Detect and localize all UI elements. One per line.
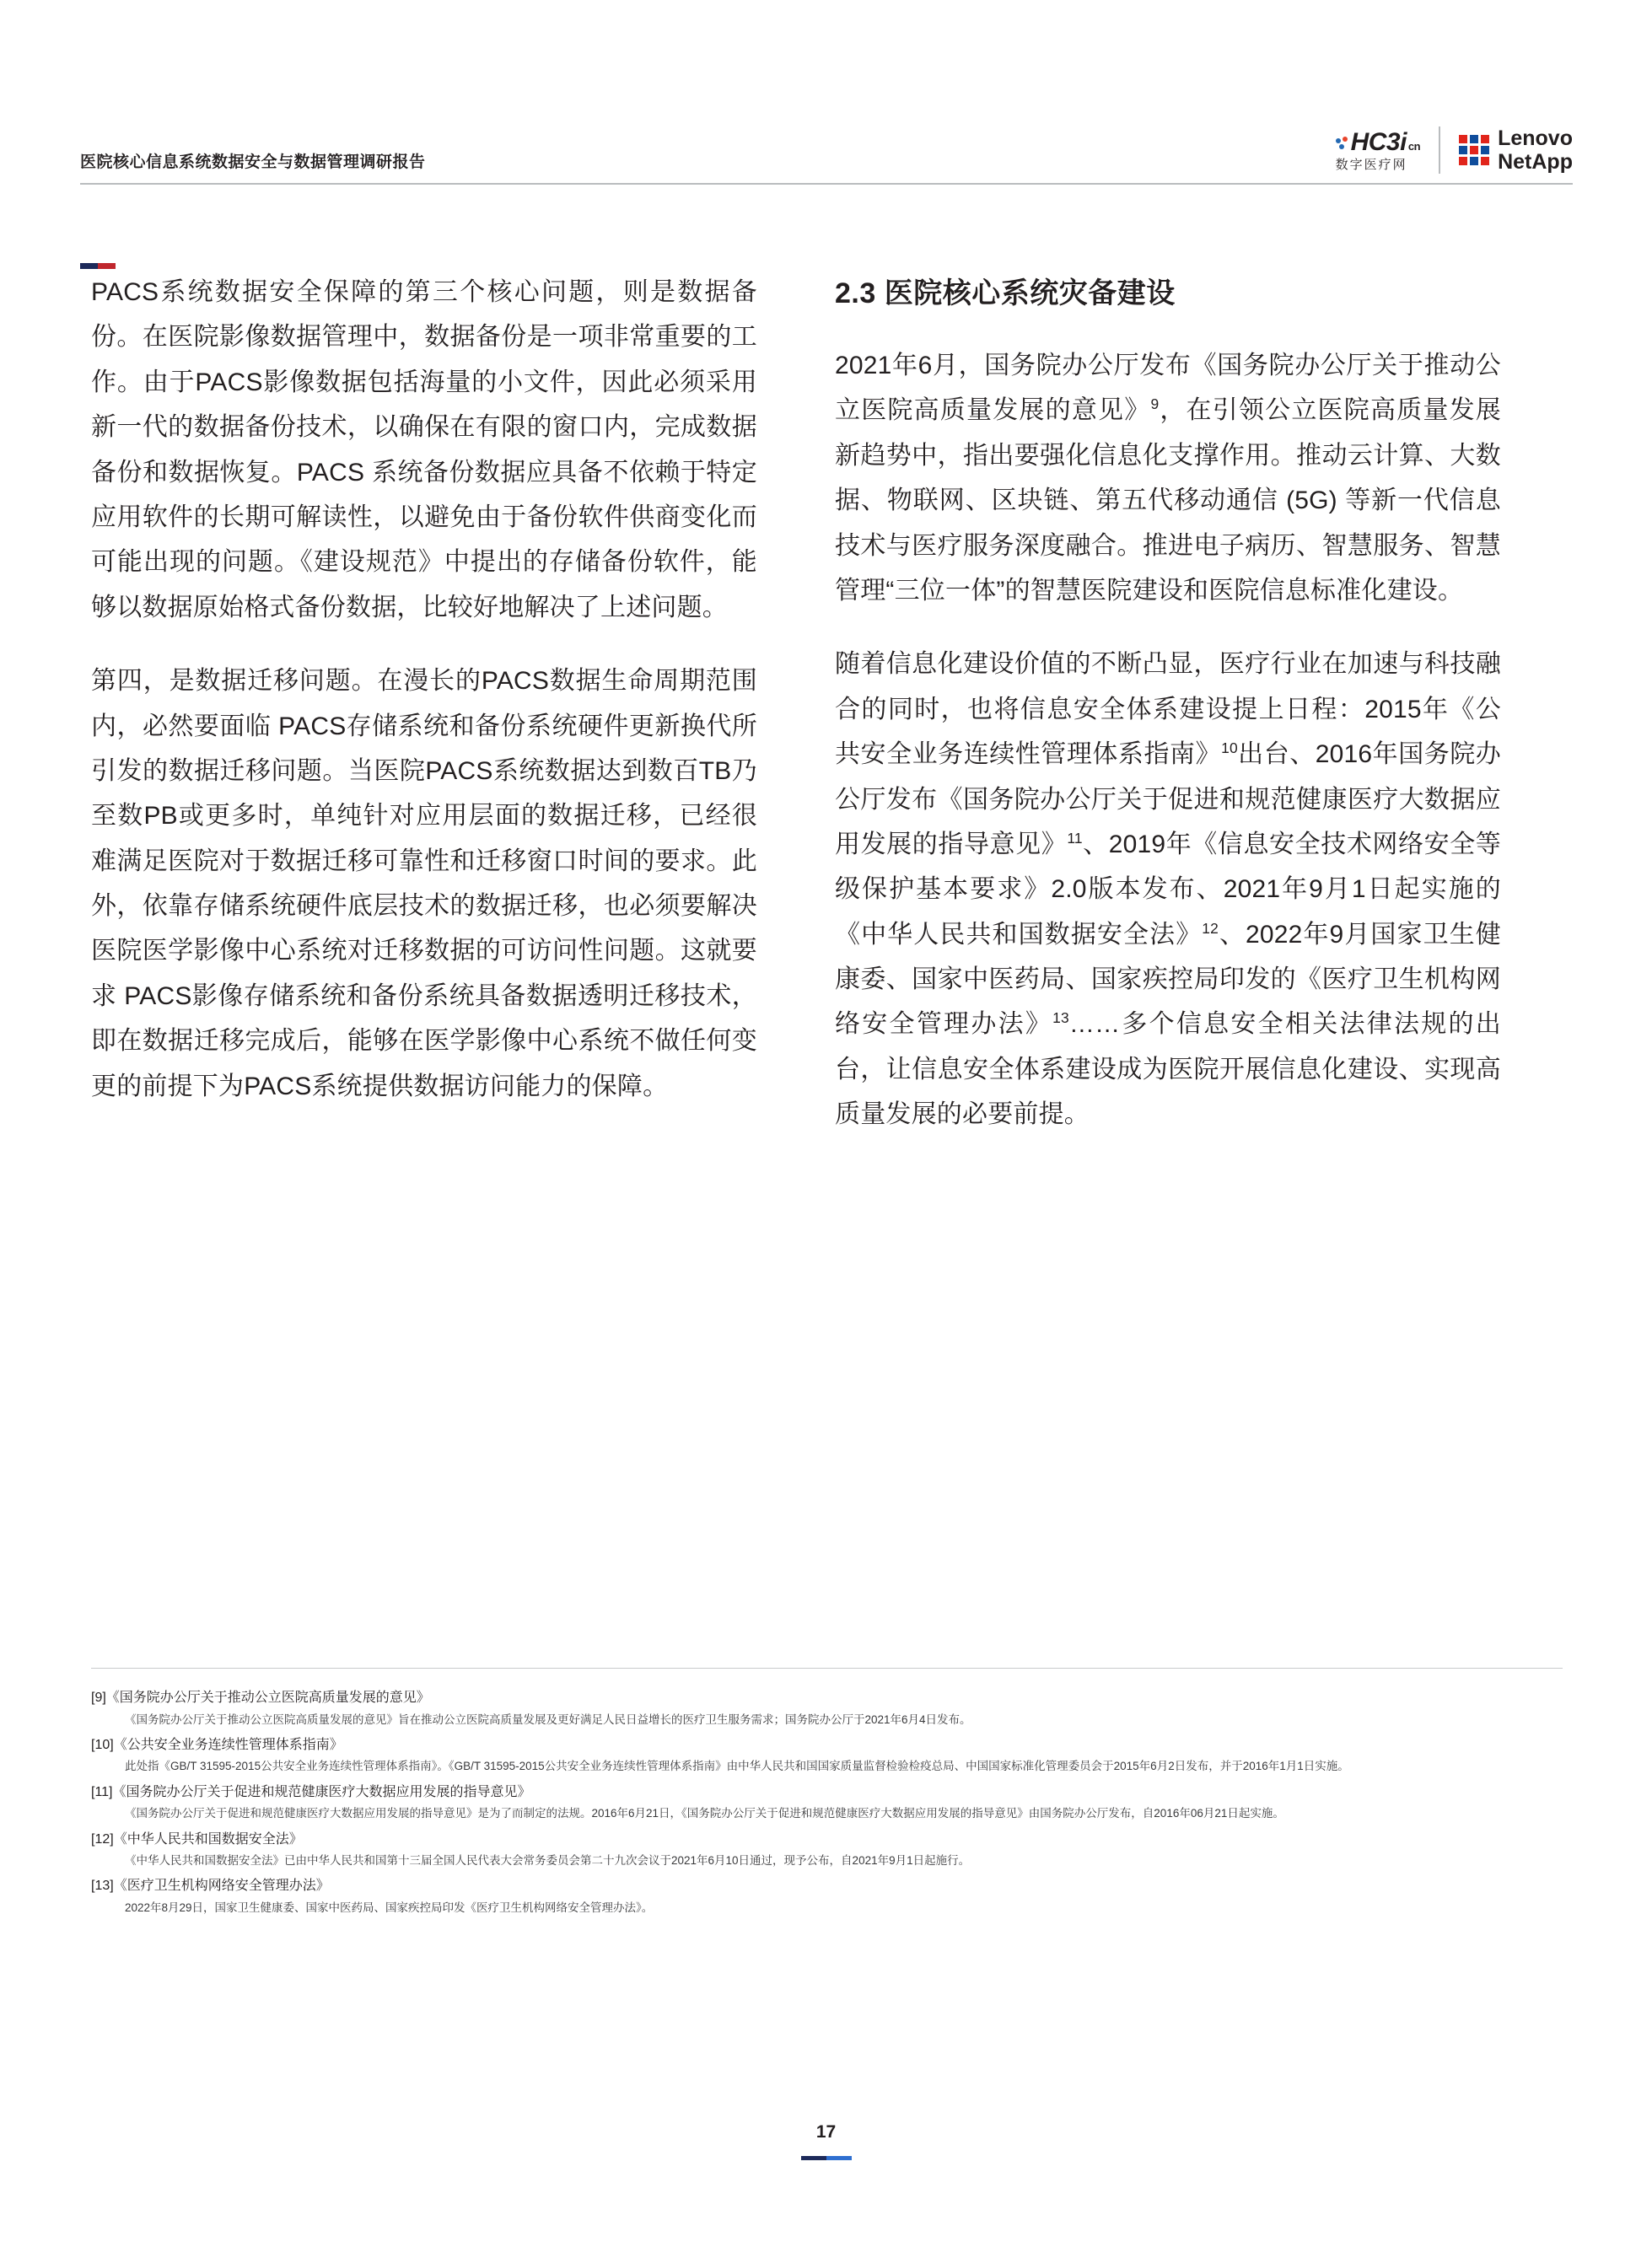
- footnote-title: [11]《国务院办公厅关于促进和规范健康医疗大数据应用发展的指导意见》: [91, 1784, 531, 1799]
- header-accent-bar: [80, 263, 116, 269]
- hc3i-dots-icon: [1336, 137, 1349, 150]
- paragraph-security-laws-part-d: 、2022年9月国家卫生健康委、国家中医药局、国家疾控局印发的《医疗卫生机构网络安全管理办法》: [835, 920, 1501, 1039]
- footnote-body: 2022年8月29日，国家卫生健康委、国家中医药局、国家疾控局印发《医疗卫生机构网络安全管理办法》。: [125, 1901, 654, 1915]
- footnote-title: [10]《公共安全业务连续性管理体系指南》: [91, 1737, 343, 1752]
- footnote-ref-10: 10: [1221, 739, 1238, 757]
- brand-logos: [1336, 126, 1573, 174]
- footnotes-divider: [91, 1668, 1563, 1669]
- lenovo-netapp-logo: [1459, 126, 1573, 174]
- header-divider: [80, 183, 1573, 185]
- paragraph-policy-2021-part-b: ，在引领公立医院高质量发展新趋势中，指出要强化信息化支撑作用。推动云计算、大数据、物联网、区块链、第五代移动通信 (5G) 等新一代信息技术与医疗服务深度融合。推进电子病历、智慧服务、智慧管理“三位一体”的智慧医院建设和医院信息标准化建设。: [835, 396, 1501, 605]
- paragraph-security-laws-part-a: 随着信息化建设价值的不断凸显，医疗行业在加速与科技融合的同时，也将信息安全体系建设提上日程：2015年《公共安全业务连续性管理体系指南》: [835, 650, 1501, 769]
- footnote-item: [91, 1875, 1563, 1917]
- footnote-item: [91, 1829, 1563, 1871]
- footnote-item: [91, 1782, 1563, 1824]
- paragraph-policy-2021-part-a: 2021年6月，国务院办公厅发布《国务院办公厅关于推动公立医院高质量发展的意见》: [835, 352, 1501, 425]
- hc3i-logo: [1335, 127, 1421, 172]
- hc3i-logo-suffix: cn: [1407, 139, 1421, 153]
- footnote-body: 《国务院办公厅关于促进和规范健康医疗大数据应用发展的指导意见》是为了而制定的法规。2016年6月21日，《国务院办公厅关于促进和规范健康医疗大数据应用发展的指导意见》由国务院办公厅发布，自2016年06月21日起实施。: [125, 1807, 1284, 1820]
- hc3i-logo-subtitle: 数字医疗网: [1335, 157, 1407, 172]
- footnote-ref-9: 9: [1150, 395, 1160, 413]
- netapp-wordmark: NetApp: [1498, 150, 1573, 174]
- lenovo-wordmark: Lenovo: [1498, 126, 1573, 150]
- footnote-item: [91, 1734, 1563, 1777]
- footnote-title: [9]《国务院办公厅关于推动公立医院高质量发展的意见》: [91, 1691, 430, 1705]
- footnote-body: 《中华人民共和国数据安全法》已由中华人民共和国第十三届全国人民代表大会常务委员会第二十九次会议于2021年6月10日通过，现予公布，自2021年9月1日起施行。: [125, 1854, 971, 1868]
- section-heading-2-3: 2.3 医院核心系统灾备建设: [835, 277, 1176, 309]
- paragraph-security-laws-part-b: 出台、2016年国务院办公厅发布《国务院办公厅关于促进和规范健康医疗大数据应用发展的指导意见》: [835, 740, 1502, 858]
- paragraph-backup: PACS系统数据安全保障的第三个核心问题，则是数据备份。在医院影像数据管理中，数据备份是一项非常重要的工作。由于PACS影像数据包括海量的小文件，因此必须采用新一代的数据备份技术，以确保在有限的窗口内，完成数据备份和数据恢复。PACS 系统备份数据应具备不依赖于特定应用软件的长期可解读性，以避免由于备份软件供商变化而可能出现的问题。《建设规范》中提出的存储备份软件，能够以数据原始格式备份数据，比较好地解决了上述问题。: [91, 278, 757, 621]
- footnote-ref-13: 13: [1052, 1009, 1069, 1027]
- footnote-item: [91, 1687, 1563, 1729]
- footnote-title: [12]《中华人民共和国数据安全法》: [91, 1831, 303, 1847]
- footnote-ref-12: 12: [1202, 919, 1219, 937]
- paragraph-migration: 第四，是数据迁移问题。在漫长的PACS数据生命周期范围内，必然要面临 PACS存储系统和备份系统硬件更新换代所引发的数据迁移问题。当医院PACS系统数据达到数百TB乃至数PB或更多时，单纯针对应用层面的数据迁移，已经很难满足医院对于数据迁移可靠性和迁移窗口时间的要求。此外，依靠存储系统硬件底层技术的数据迁移，也必须要解决医院医学影像中心系统对迁移数据的可访问性问题。这就要求 PACS影像存储系统和备份系统具备数据透明迁移技术，即在数据迁移完成后，能够在医学影像中心系统不做任何变更的前提下为PACS系统提供数据访问能力的保障。: [91, 667, 757, 1100]
- lenovo-grid-icon: [1459, 135, 1489, 165]
- paragraph-security-laws-part-c: 、2019年《信息安全技术网络安全等级保护基本要求》2.0版本发布、2021年9月1日起实施的《中华人民共和国数据安全法》: [835, 830, 1501, 949]
- footnote-body: 《国务院办公厅关于推动公立医院高质量发展的意见》旨在推动公立医院高质量发展及更好满足人民日益增长的医疗卫生服务需求；国务院办公厅于2021年6月4日发布。: [125, 1712, 971, 1726]
- footnote-body: 此处指《GB/T 31595-2015公共安全业务连续性管理体系指南》。《GB/T 31595-2015公共安全业务连续性管理体系指南》由中华人民共和国国家质量监督检验检疫总局、中国国家标准化管理委员会于2015年6月2日发布，并于2016年1月1日实施。: [125, 1760, 1349, 1773]
- paragraph-policy-2021: [835, 343, 1501, 613]
- brand-divider: [1439, 126, 1440, 174]
- hc3i-logo-text: HC3i: [1350, 127, 1407, 156]
- footer-accent-bar: [801, 2156, 852, 2160]
- paragraph-security-laws-part-e: ……多个信息安全相关法律法规的出台，让信息安全体系建设成为医院开展信息化建设、实现高质量发展的必要前提。: [835, 1010, 1501, 1129]
- page-footer: [0, 2122, 1652, 2164]
- footnote-title: [13]《医疗卫生机构网络安全管理办法》: [91, 1879, 330, 1894]
- right-text-column: [835, 270, 1501, 1166]
- footnote-ref-11: 11: [1067, 829, 1083, 847]
- footnotes-section: [91, 1668, 1563, 1922]
- page-header: [80, 126, 1573, 190]
- left-text-column: [91, 270, 757, 1137]
- paragraph-security-laws: [835, 642, 1501, 1137]
- running-head-title: 医院核心信息系统数据安全与数据管理调研报告: [80, 153, 426, 171]
- page-number: 17: [815, 2122, 837, 2142]
